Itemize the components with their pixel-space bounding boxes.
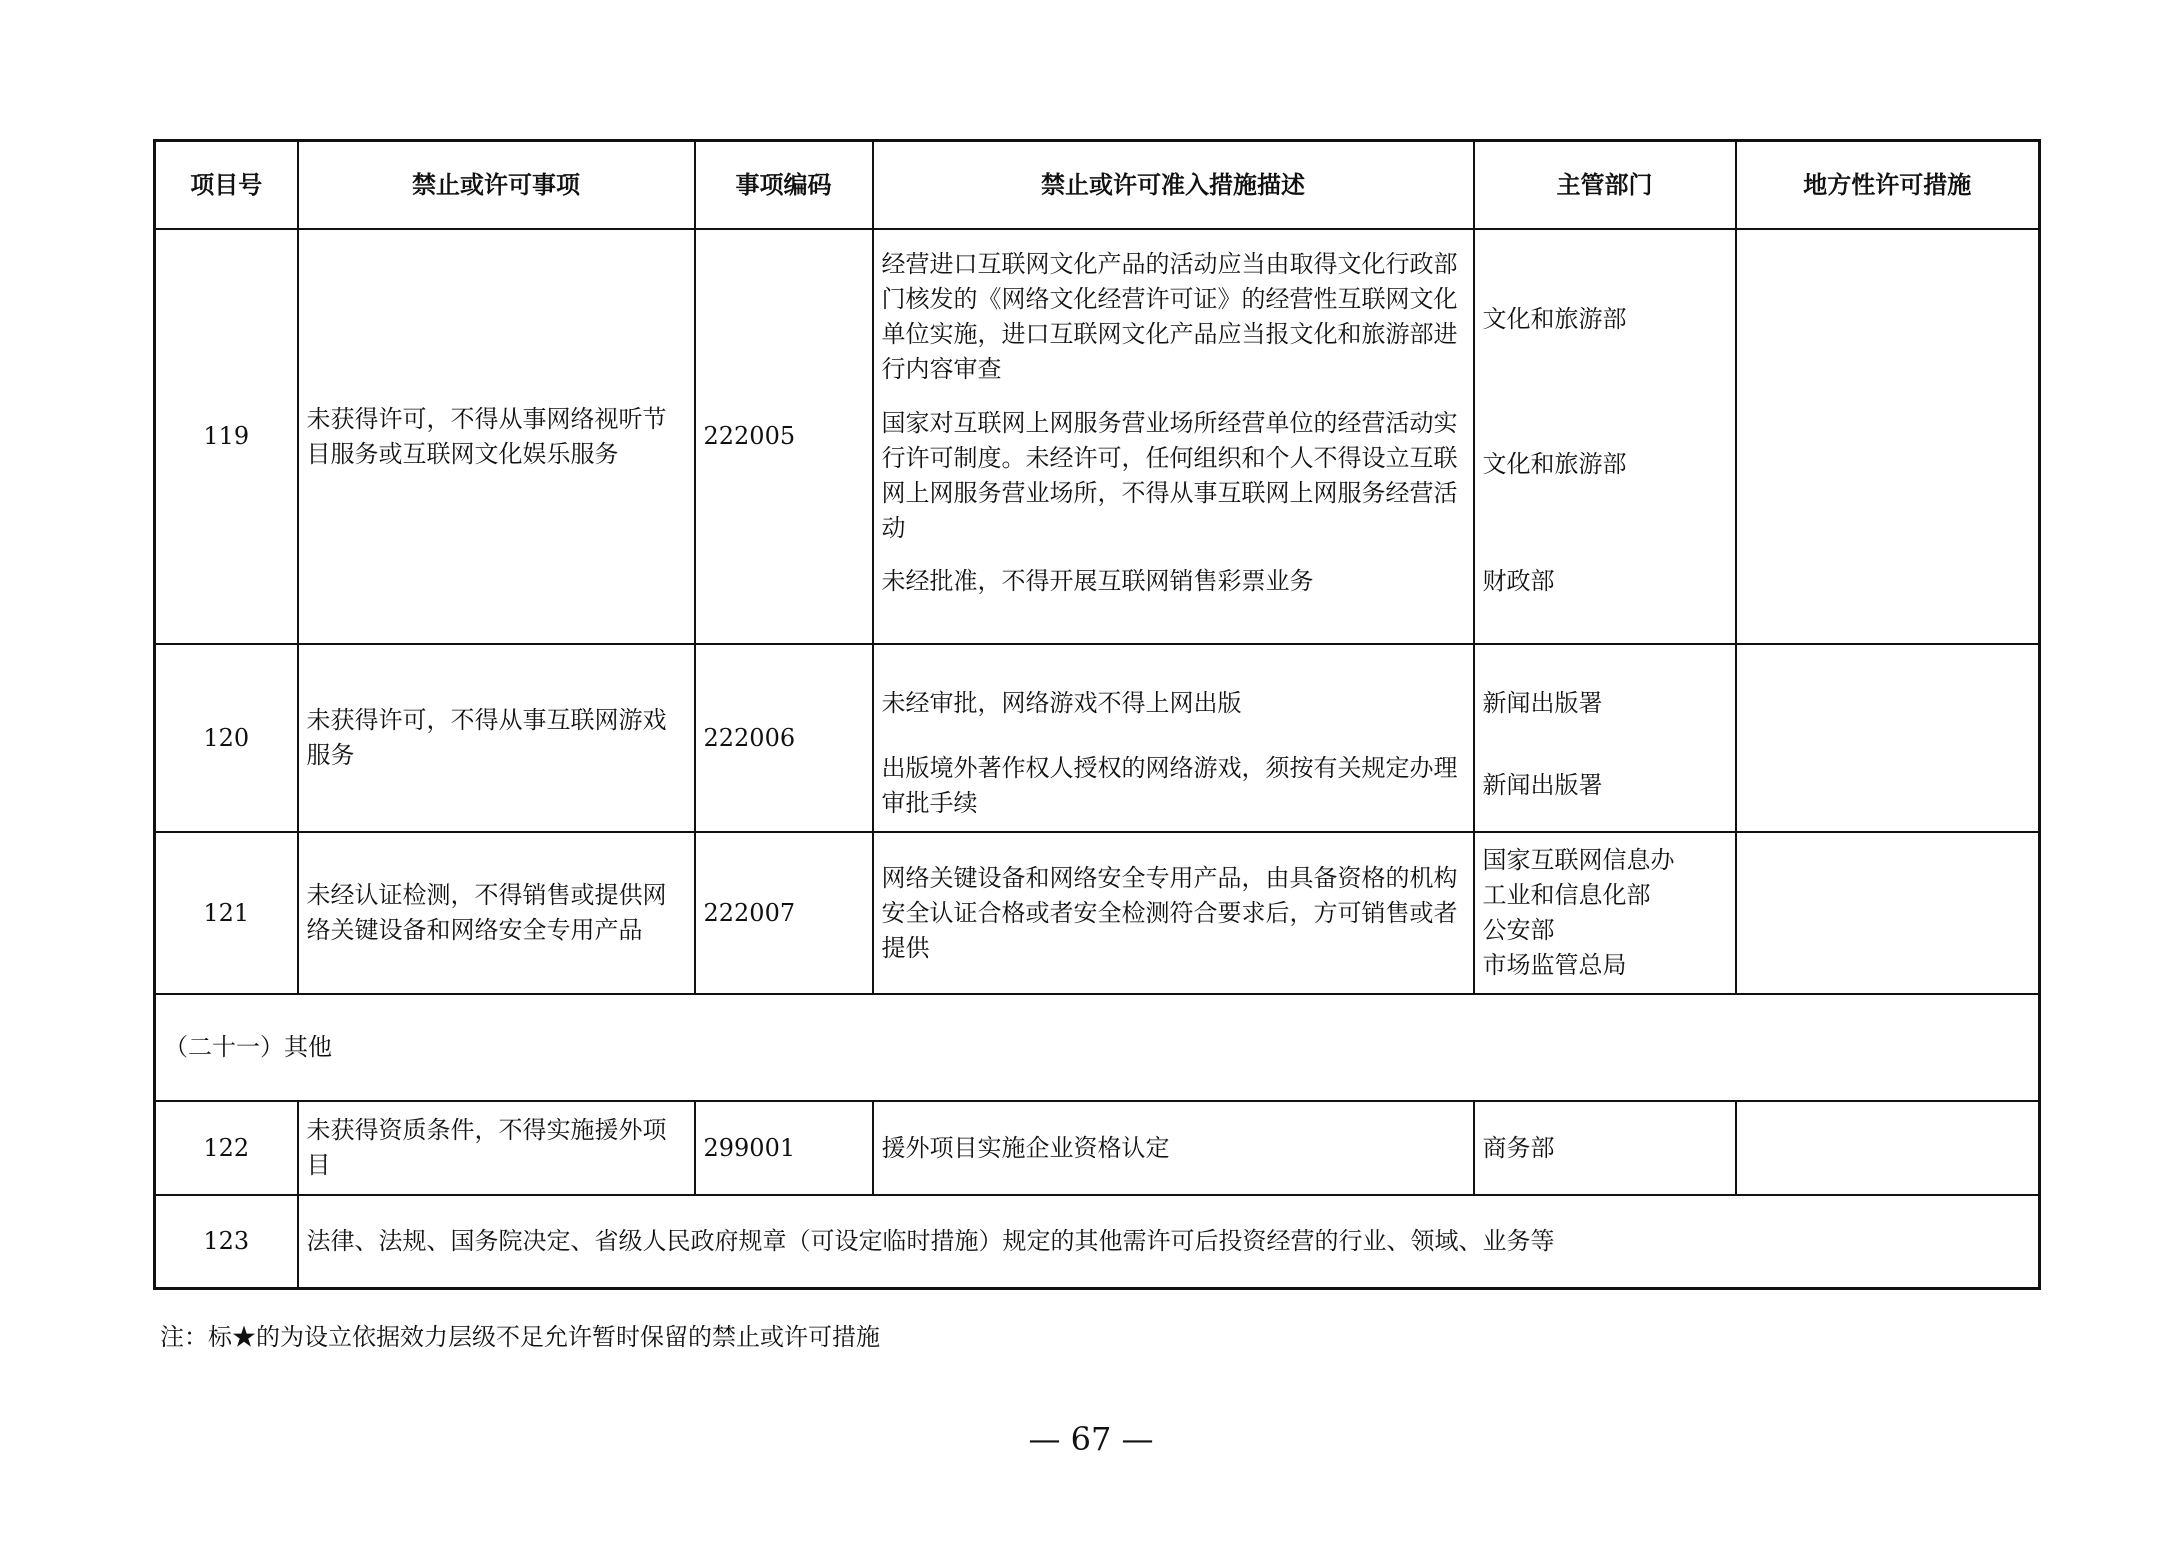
row-local-measures bbox=[1736, 832, 2040, 994]
row-local-measures bbox=[1736, 1101, 2040, 1195]
row-code: 222005 bbox=[695, 229, 873, 644]
measure-desc: 国家对互联网上网服务营业场所经营单位的经营活动实行许可制度。未经许可，任何组织和个人不得设立互联网上网服务营业场所，不得从事互联网上网服务经营活动 bbox=[881, 408, 1458, 542]
header-local-measures: 地方性许可措施 bbox=[1736, 141, 2040, 230]
table-row bbox=[155, 832, 2040, 994]
row-departments bbox=[1474, 832, 1736, 994]
header-item: 禁止或许可事项 bbox=[298, 141, 695, 230]
row-id: 120 bbox=[155, 644, 298, 832]
department: 财政部 bbox=[1482, 567, 1555, 595]
row-code: 299001 bbox=[695, 1101, 873, 1195]
department: 国家互联网信息办 bbox=[1482, 846, 1675, 874]
row-descriptions bbox=[873, 229, 1474, 644]
department: 新闻出版署 bbox=[1482, 688, 1603, 717]
row-description: 网络关键设备和网络安全专用产品，由具备资格的机构安全认证合格或者安全检测符合要求后，方可销售或者提供 bbox=[873, 832, 1474, 994]
table-row bbox=[155, 1101, 2040, 1195]
row-departments bbox=[1474, 644, 1736, 832]
row-id: 119 bbox=[155, 229, 298, 644]
row-item: 未获得许可，不得从事互联网游戏服务 bbox=[298, 644, 695, 832]
measure-desc: 未经审批，网络游戏不得上网出版 bbox=[881, 688, 1242, 717]
table-header bbox=[155, 141, 2040, 230]
row-code: 222007 bbox=[695, 832, 873, 994]
row-item: 未经认证检测，不得销售或提供网络关键设备和网络安全专用产品 bbox=[298, 832, 695, 994]
department: 文化和旅游部 bbox=[1482, 449, 1627, 478]
header-description: 禁止或许可准入措施描述 bbox=[873, 141, 1474, 230]
table-row bbox=[155, 644, 2040, 832]
header-item-no: 项目号 bbox=[155, 141, 298, 230]
row-local-measures bbox=[1736, 229, 2040, 644]
row-item: 未获得许可，不得从事网络视听节目服务或互联网文化娱乐服务 bbox=[298, 229, 695, 644]
row-code: 222006 bbox=[695, 644, 873, 832]
row-text: 法律、法规、国务院决定、省级人民政府规章（可设定临时措施）规定的其他需许可后投资经营的行业、领域、业务等 bbox=[298, 1195, 2040, 1288]
department: 文化和旅游部 bbox=[1482, 304, 1627, 333]
table-row bbox=[155, 1195, 2040, 1288]
department: 工业和信息化部 bbox=[1482, 881, 1651, 909]
department: 公安部 bbox=[1482, 916, 1555, 944]
header-department: 主管部门 bbox=[1474, 141, 1736, 230]
row-id: 121 bbox=[155, 832, 298, 994]
row-local-measures bbox=[1736, 644, 2040, 832]
section-title: （二十一）其他 bbox=[155, 994, 2040, 1101]
measure-desc: 出版境外著作权人授权的网络游戏，须按有关规定办理审批手续 bbox=[881, 753, 1458, 817]
section-row bbox=[155, 994, 2040, 1101]
footnote: 注：标★的为设立依据效力层级不足允许暂时保留的禁止或许可措施 bbox=[160, 1323, 880, 1351]
page-number: — 67 — bbox=[1028, 1420, 1154, 1458]
permit-table bbox=[153, 139, 2041, 1290]
header-code: 事项编码 bbox=[695, 141, 873, 230]
department: 新闻出版署 bbox=[1482, 771, 1603, 799]
measure-desc: 未经批准，不得开展互联网销售彩票业务 bbox=[881, 567, 1314, 595]
measure-desc: 经营进口互联网文化产品的活动应当由取得文化行政部门核发的《网络文化经营许可证》的经营性互联网文化单位实施，进口互联网文化产品应当报文化和旅游部进行内容审查 bbox=[881, 249, 1458, 383]
row-description: 援外项目实施企业资格认定 bbox=[873, 1101, 1474, 1195]
row-descriptions bbox=[873, 644, 1474, 832]
table-row bbox=[155, 229, 2040, 644]
row-id: 123 bbox=[155, 1195, 298, 1288]
department: 商务部 bbox=[1474, 1101, 1736, 1195]
department: 市场监管总局 bbox=[1482, 951, 1627, 979]
row-departments bbox=[1474, 229, 1736, 644]
row-id: 122 bbox=[155, 1101, 298, 1195]
row-item: 未获得资质条件，不得实施援外项目 bbox=[298, 1101, 695, 1195]
